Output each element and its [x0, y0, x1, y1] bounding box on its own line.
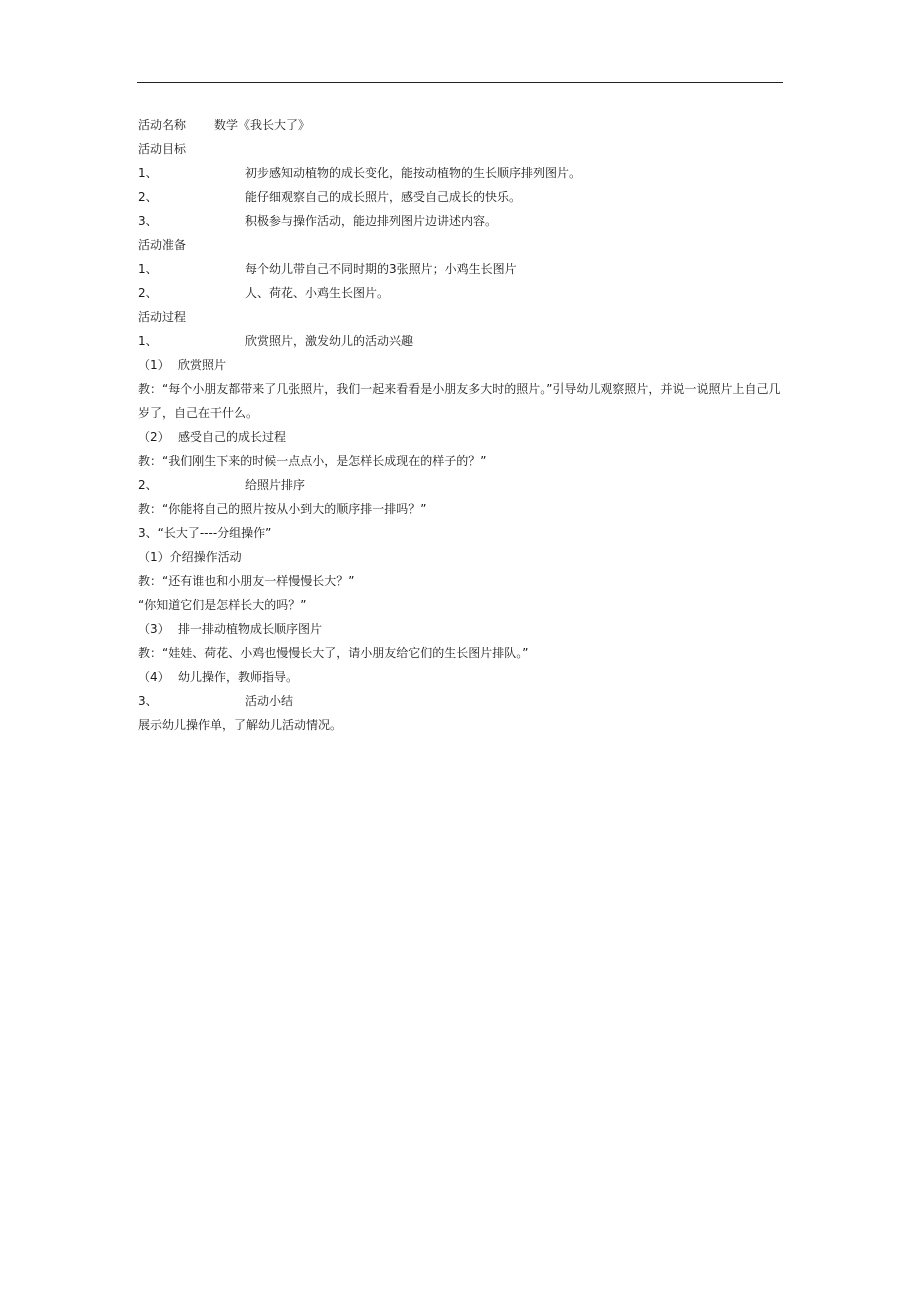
goal-text: 积极参与操作活动，能边排列图片边讲述内容。: [245, 214, 498, 228]
process-step: [138, 689, 788, 713]
preparation-number: 1、: [138, 262, 158, 276]
preparation-number: 2、: [138, 286, 158, 300]
teacher-speech: 教：“还有谁也和小朋友一样慢慢长大？”: [138, 574, 355, 588]
substep-text: 感受自己的成长过程: [178, 430, 287, 444]
preparation-item: [138, 281, 788, 305]
preparation-heading: 活动准备: [138, 238, 187, 252]
process-substep: [138, 665, 788, 689]
teacher-speech: 教：“你能将自己的照片按从小到大的顺序排一排吗？”: [138, 502, 427, 516]
teacher-speech: 教：“我们刚生下来的时候一点点小，是怎样长成现在的样子的？”: [138, 454, 487, 468]
substep-text: 幼儿操作，教师指导。: [178, 670, 299, 684]
process-substep: [138, 353, 788, 377]
lesson-plan-content: [138, 113, 788, 737]
step-text: 给照片排序: [245, 478, 306, 492]
teacher-speech: 教：“每个小朋友都带来了几张照片，我们一起来看看是小朋友多大时的照片。”引导幼儿观察照片，并说一说照片上自己几岁了，自己在干什么。: [138, 382, 781, 420]
substep-number: （2）: [138, 430, 170, 444]
step-number: 3、: [138, 694, 158, 708]
process-step-title: 3、“长大了----分组操作”: [138, 526, 272, 540]
process-substep: （1）介绍操作活动: [138, 550, 242, 564]
process-substep: [138, 425, 788, 449]
goal-item: [138, 161, 788, 185]
substep-number: （3）: [138, 622, 170, 636]
step-text: 欣赏照片，激发幼儿的活动兴趣: [245, 334, 414, 348]
teacher-speech: 教：“娃娃、荷花、小鸡也慢慢长大了，请小朋友给它们的生长图片排队。”: [138, 646, 529, 660]
goal-number: 2、: [138, 190, 158, 204]
process-substep: [138, 617, 788, 641]
step-text: 活动小结: [245, 694, 294, 708]
goal-text: 能仔细观察自己的成长照片，感受自己成长的快乐。: [245, 190, 522, 204]
substep-number: （4）: [138, 670, 170, 684]
step-number: 1、: [138, 334, 158, 348]
substep-number: （1）: [138, 358, 170, 372]
activity-name-label: 活动名称: [138, 118, 187, 132]
goal-item: [138, 185, 788, 209]
teacher-speech: “你知道它们是怎样长大的吗？”: [138, 598, 307, 612]
process-heading: 活动过程: [138, 310, 187, 324]
substep-text: 排一排动植物成长顺序图片: [178, 622, 323, 636]
activity-name-line: [138, 113, 788, 137]
substep-text: 欣赏照片: [178, 358, 227, 372]
goals-heading: 活动目标: [138, 142, 187, 156]
activity-name-value: 数学《我长大了》: [214, 118, 311, 132]
step-number: 2、: [138, 478, 158, 492]
preparation-text: 每个幼儿带自己不同时期的3张照片；小鸡生长图片: [245, 262, 517, 276]
goal-text: 初步感知动植物的成长变化，能按动植物的生长顺序排列图片。: [245, 166, 582, 180]
summary-text: 展示幼儿操作单，了解幼儿活动情况。: [138, 718, 343, 732]
goal-number: 1、: [138, 166, 158, 180]
goal-number: 3、: [138, 214, 158, 228]
process-step: [138, 329, 788, 353]
preparation-text: 人、荷花、小鸡生长图片。: [245, 286, 390, 300]
preparation-item: [138, 257, 788, 281]
goal-item: [138, 209, 788, 233]
process-step: [138, 473, 788, 497]
header-rule: [137, 82, 783, 83]
